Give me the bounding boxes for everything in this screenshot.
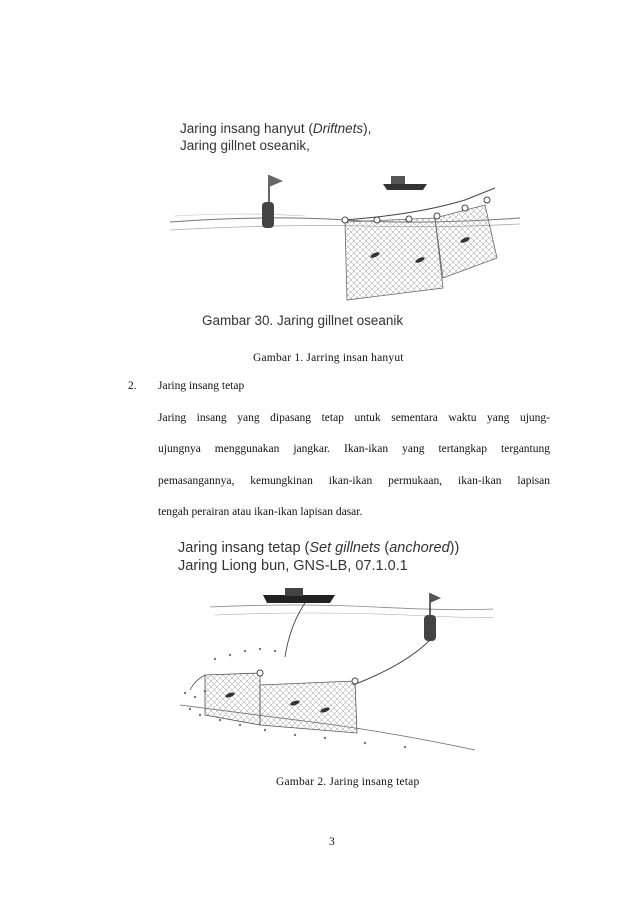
figure-1-caption: Gambar 1. Jarring insan hanyut [253, 352, 404, 364]
paragraph-line-3: pemasangannya, kemungkinan ikan-ikan permukaan, ikan-ikan lapisan [158, 475, 550, 487]
figure-1-title-line2: Jaring gillnet oseanik, [180, 138, 310, 153]
page-number: 3 [329, 836, 335, 848]
set-gillnet-illustration [175, 585, 495, 760]
figure-2-title [178, 539, 459, 575]
section-number: 2. [128, 380, 137, 392]
paragraph-line-1: Jaring insang yang dipasang tetap untuk sementara waktu yang ujung- [158, 412, 550, 424]
figure-1-inner-caption: Gambar 30. Jaring gillnet oseanik [202, 313, 404, 328]
figure-1-title-line1: Jaring insang hanyut (Driftnets), [180, 121, 372, 136]
driftnet-illustration [165, 160, 525, 310]
figure-1-title [180, 120, 371, 154]
section-heading: Jaring insang tetap [158, 380, 245, 392]
figure-2-title-line2: Jaring Liong bun, GNS-LB, 07.1.0.1 [178, 558, 408, 574]
paragraph-line-4: tengah perairan atau ikan-ikan lapisan dasar. [158, 506, 363, 518]
paragraph-line-2: ujungnya menggunakan jangkar. Ikan-ikan yang tertangkap tergantung [158, 443, 550, 455]
figure-2-caption: Gambar 2. Jaring insang tetap [276, 776, 420, 788]
figure-2-title-line1: Jaring insang tetap (Set gillnets (anchored)) [178, 540, 460, 556]
